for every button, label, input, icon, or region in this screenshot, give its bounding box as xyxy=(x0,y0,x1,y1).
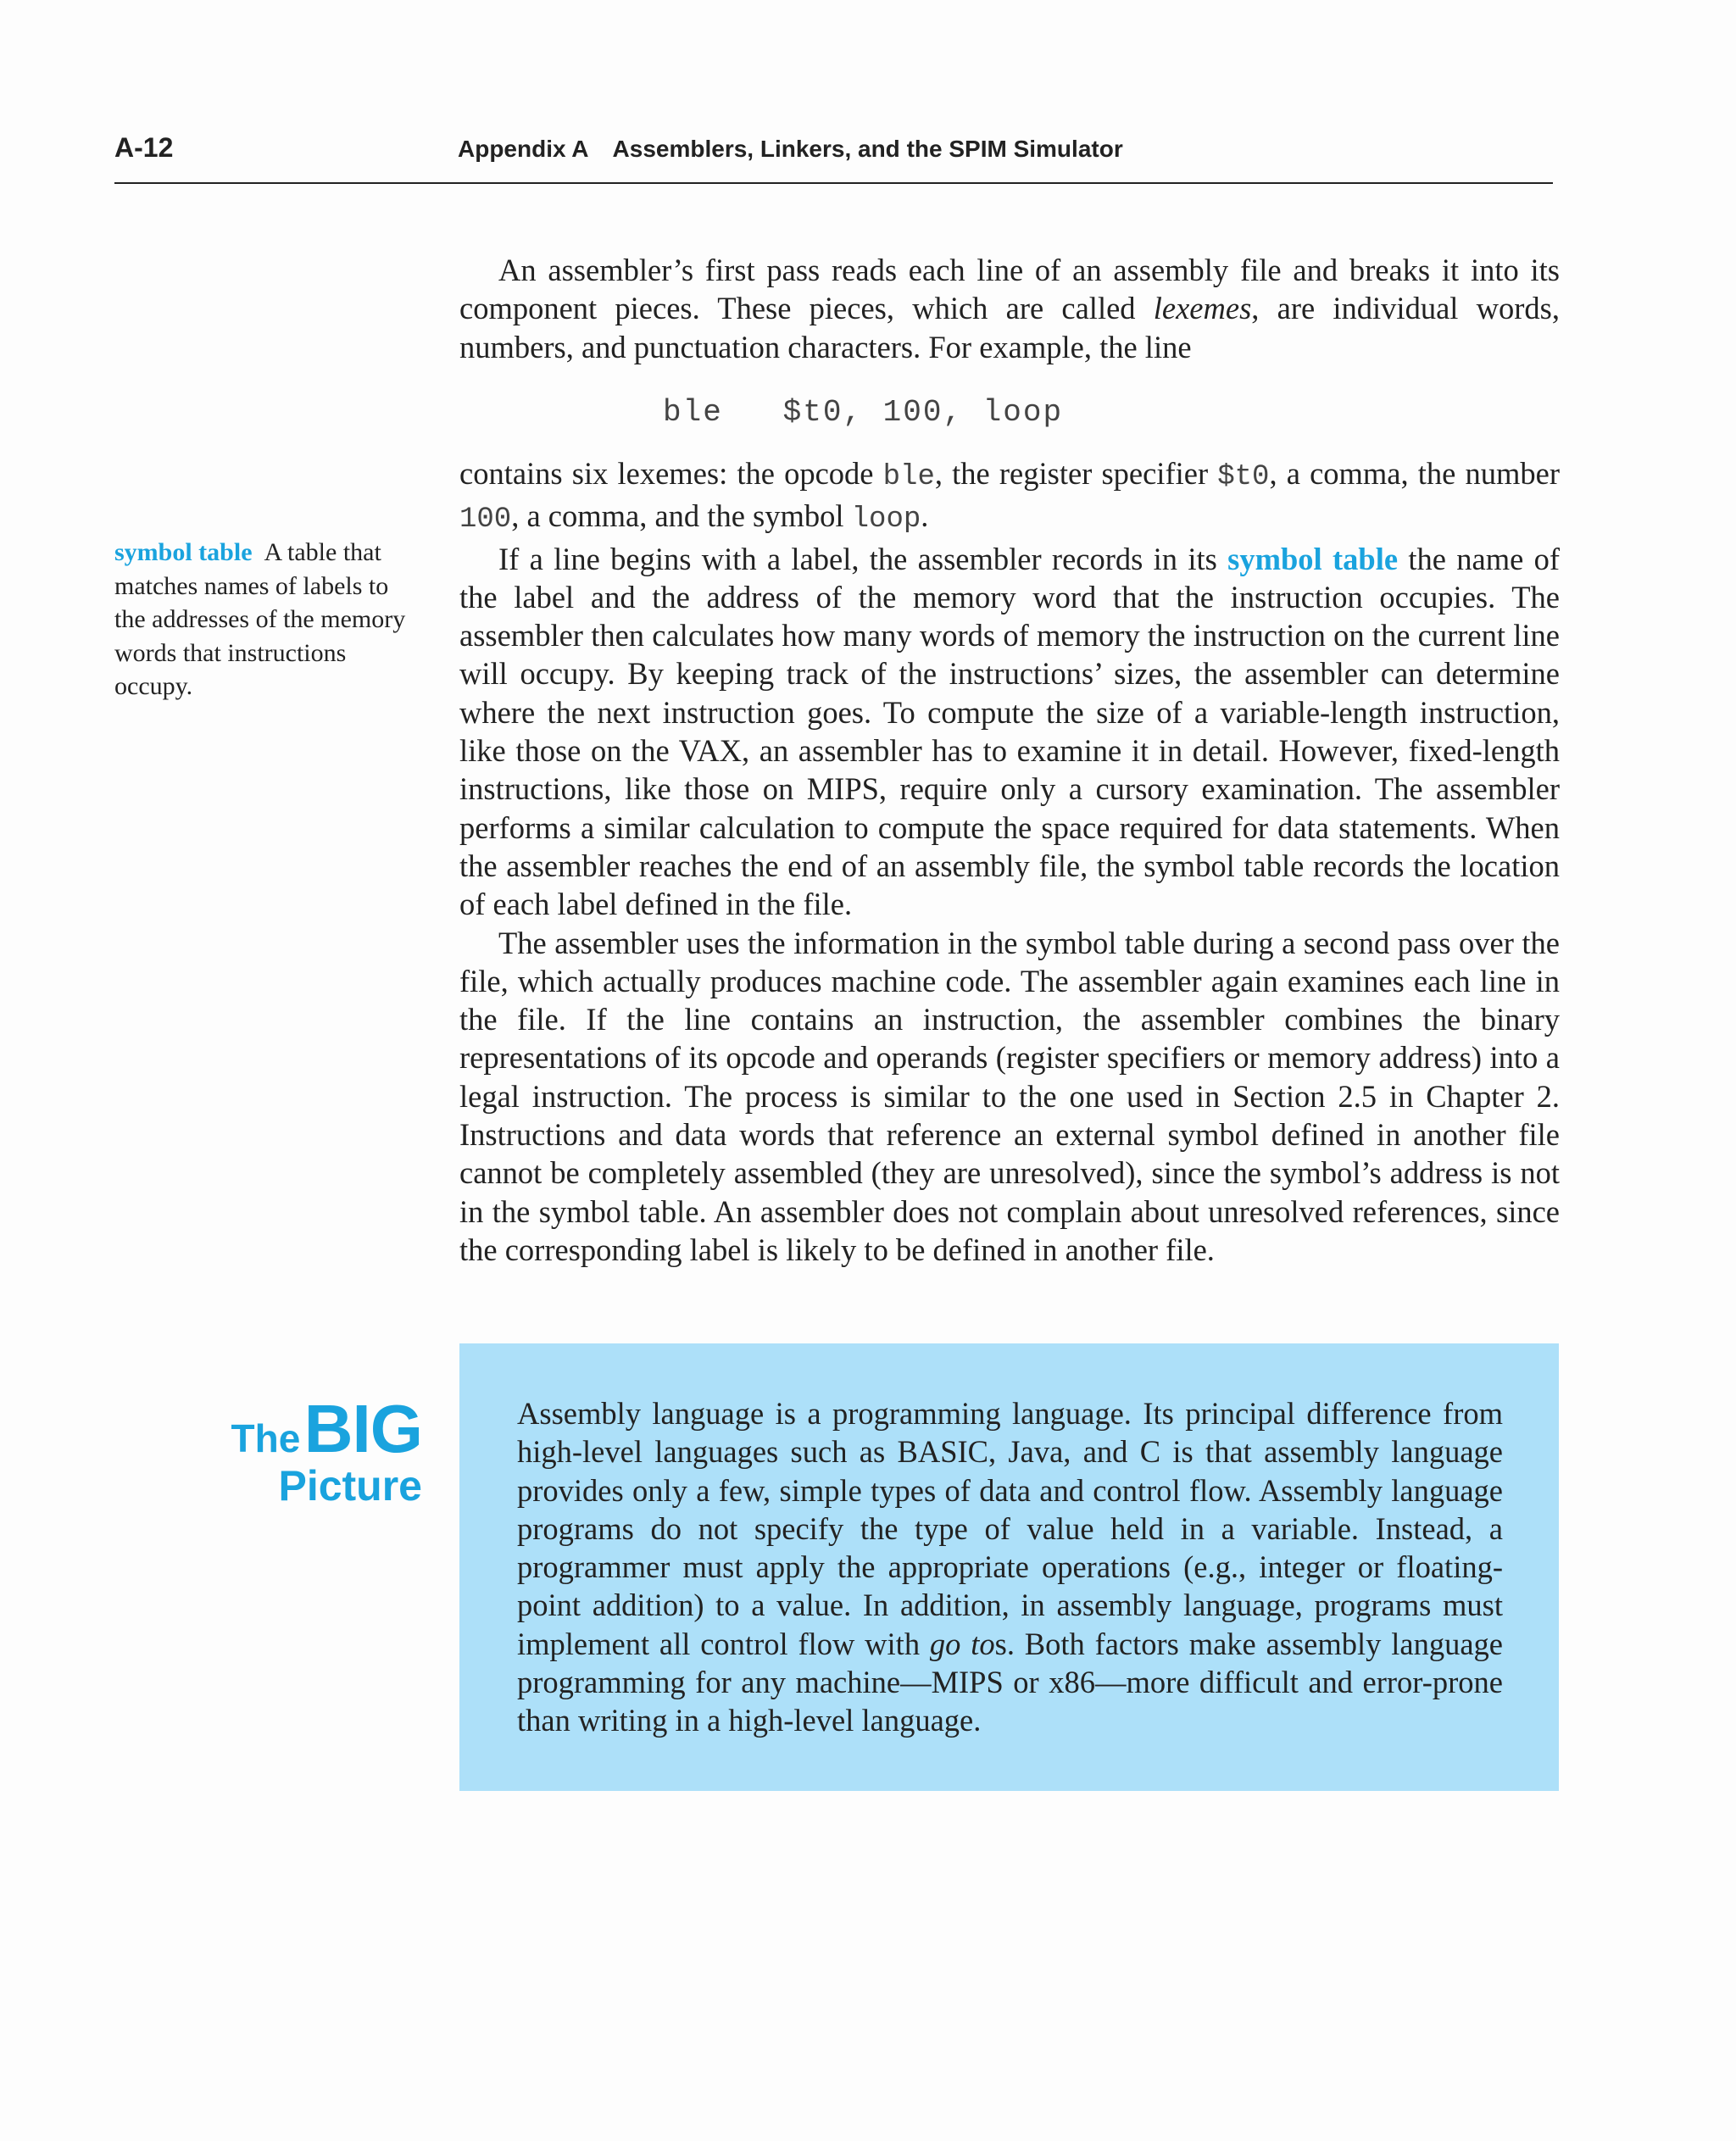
para2-text-d: , a comma, and the symbol xyxy=(511,498,852,534)
para1-text-a: An assembler’s first pass reads each line of an assembly file and breaks it into its component pieces. These pieces, which are called xyxy=(459,253,1560,326)
paragraph-six-lexemes xyxy=(459,454,1560,540)
margin-term: symbol table xyxy=(114,538,253,566)
big-picture-logo xyxy=(170,1390,422,1510)
big-picture-box xyxy=(459,1343,1559,1791)
para3-text-b: the name of the label and the address of the memory word that the instruction occupies. The assembler then calculates how many words of memory the instruction on the current line will occupy. By keeping track of the instructions’ sizes, the assembler can determine where the next instruction goes. To compute the size of a variable-length instruction, like those on the VAX, an assembler has to examine it in detail. However, fixed-length instructions, like those on MIPS, require only a cursory examination. The assembler performs a similar calculation to compute the space required for data statements. When the assembler reaches the end of an assembly file, the symbol table records the location of each label defined in the file. xyxy=(459,541,1560,922)
page-number: A-12 xyxy=(114,132,174,163)
lexemes-term: lexemes xyxy=(1153,291,1252,326)
symbol-table-term: symbol table xyxy=(1227,541,1399,576)
margin-definition xyxy=(114,536,415,703)
para2-text-c: , a comma, the number xyxy=(1269,456,1560,491)
paragraph-symbol-table xyxy=(459,540,1560,924)
big-picture-the: The xyxy=(231,1416,301,1460)
running-head xyxy=(458,136,1123,163)
para1-text-b: , are individual words, numbers, and punctuation characters. For example, the line xyxy=(459,291,1560,364)
big-picture-text xyxy=(517,1394,1503,1740)
main-text-continued xyxy=(459,454,1560,1269)
margin-definition-text: A table that matches names of labels to the addresses of the memory words that instructions occupy. xyxy=(114,538,406,700)
big-picture-picture: Picture xyxy=(278,1462,422,1510)
go-to-term: go to xyxy=(929,1626,995,1661)
page-header xyxy=(114,127,1553,184)
big-picture-big: BIG xyxy=(303,1391,422,1466)
code-100: 100 xyxy=(459,503,512,537)
para2-text-e: . xyxy=(921,498,929,534)
code-example: ble $t0, 100, loop xyxy=(663,395,1064,430)
para2-text-a: contains six lexemes: the opcode xyxy=(459,456,883,491)
para2-text-b: , the register specifier xyxy=(934,456,1218,491)
para3-text-a: If a line begins with a label, the assembler records in its xyxy=(498,541,1228,576)
paragraph-second-pass: The assembler uses the information in the symbol table during a second pass over the file, which actually produces machine code. The assembler again examines each line in the file. If the line contains an instruction, the assembler combines the binary representations of its opcode and operands (register specifiers or memory address) into a legal instruction. The process is similar to the one used in Section 2.5 in Chapter 2. Instructions and data words that reference an external symbol defined in another file cannot be completely assembled (they are unresolved), since the symbol’s address is not in the symbol table. An assembler does not complain about unresolved references, since the corresponding label is likely to be defined in another file. xyxy=(459,925,1560,1267)
paragraph-lexemes xyxy=(459,251,1560,366)
big-picture-text-b: s. Both factors make assembly language programming for any machine—MIPS or x86—more difficult and error-prone than writing in a high-level language. xyxy=(517,1626,1503,1738)
code-loop: loop xyxy=(851,503,921,537)
chapter-title: Assemblers, Linkers, and the SPIM Simulator xyxy=(612,136,1123,162)
appendix-label: Appendix A xyxy=(458,136,589,162)
big-picture-text-a: Assembly language is a programming language. Its principal difference from high-level languages such as BASIC, Java, and C is that assembly language provides only a few, simple types of data and control flow. Assembly language programs do not specify the type of value held in a variable. Instead, a programmer must apply the appropriate operations (e.g., integer or floating-point addition) to a value. In addition, in assembly language, programs must implement all control flow with xyxy=(517,1396,1503,1661)
code-t0: $t0 xyxy=(1217,461,1270,493)
code-ble: ble xyxy=(882,461,935,493)
